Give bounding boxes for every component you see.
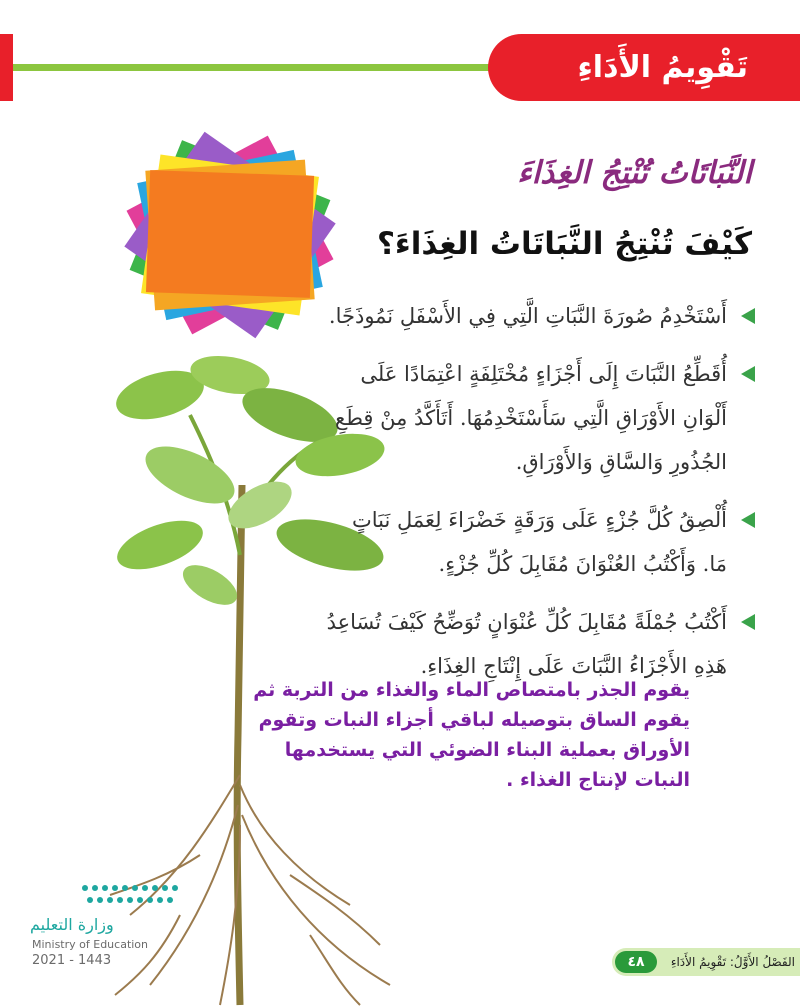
green-arrow-icon xyxy=(741,308,755,324)
ministry-logo xyxy=(30,880,200,975)
instruction-text: أُقَطِّعُ النَّبَاتَ إِلَى أَجْزَاءٍ مُخْتَلِفَةٍ اعْتِمَادًا عَلَى أَلْوَانِ الأَوْرَاقِ الَّتِي سَأَسْتَخْدِمُهَا. أَتَأَكَّدُ مِنْ قِطَعِ الجُذُورِ وَالسَّاقِ وَالأَوْرَاقِ. xyxy=(335,362,727,474)
student-answer: يقوم الجذر بامتصاص الماء والغذاء من التربة ثم يقوم الساق بتوصيله لباقي أجزاء النبات وتقوم الأوراق بعملية البناء الضوئي التي يستخدمها النبات لإنتاج الغذاء . xyxy=(253,679,690,791)
instruction-text: أُلْصِقُ كُلَّ جُزْءٍ عَلَى وَرَقَةٍ خَضْرَاءَ لِعَمَلِ نَبَاتٍ مَا. وَأَكْتُبُ العُنْوَانَ مُقَابِلَ كُلِّ جُزْءٍ. xyxy=(351,508,727,576)
instruction-item xyxy=(325,294,755,338)
page-title: تَقْوِيمُ الأَدَاءِ xyxy=(577,50,748,85)
instruction-item xyxy=(325,352,755,484)
instruction-text: أَكْتُبُ جُمْلَةً مُقَابِلَ كُلِّ عُنْوَانٍ تُوَضِّحُ كَيْفَ تُسَاعِدُ هَذِهِ الأَجْزَاءُ النَّبَاتَ عَلَى إِنْتَاجِ الغِذَاءِ. xyxy=(326,610,727,678)
header-left-accent-bar xyxy=(0,34,13,101)
instruction-item xyxy=(325,498,755,586)
ministry-name-arabic: وزارة التعليم xyxy=(30,915,114,934)
green-arrow-icon xyxy=(741,614,755,630)
green-arrow-icon xyxy=(741,512,755,528)
ministry-year: 2021 - 1443 xyxy=(32,953,112,968)
instruction-text: أَسْتَخْدِمُ صُورَةَ النَّبَاتِ الَّتِي فِي الأَسْفَلِ نَمُوذَجًا. xyxy=(328,304,727,328)
instruction-list xyxy=(325,294,755,702)
activity-question: كَيْفَ تُنْتِجُ النَّبَاتَاتُ الغِذَاءَ؟ xyxy=(376,226,752,262)
green-arrow-icon xyxy=(741,366,755,382)
header-banner xyxy=(488,34,800,101)
footer-chapter-label: الفَصْلُ الأَوَّلُ: تَقْوِيمُ الأَدَاءِ xyxy=(670,955,795,969)
section-title: النَّبَاتَاتُ تُنْتِجُ الغِذَاءَ xyxy=(517,155,752,191)
ministry-name-english: Ministry of Education xyxy=(32,938,149,951)
ministry-dots-icon xyxy=(80,880,190,910)
page-number: ٤٨ xyxy=(615,951,657,973)
header-divider-line xyxy=(13,64,503,71)
